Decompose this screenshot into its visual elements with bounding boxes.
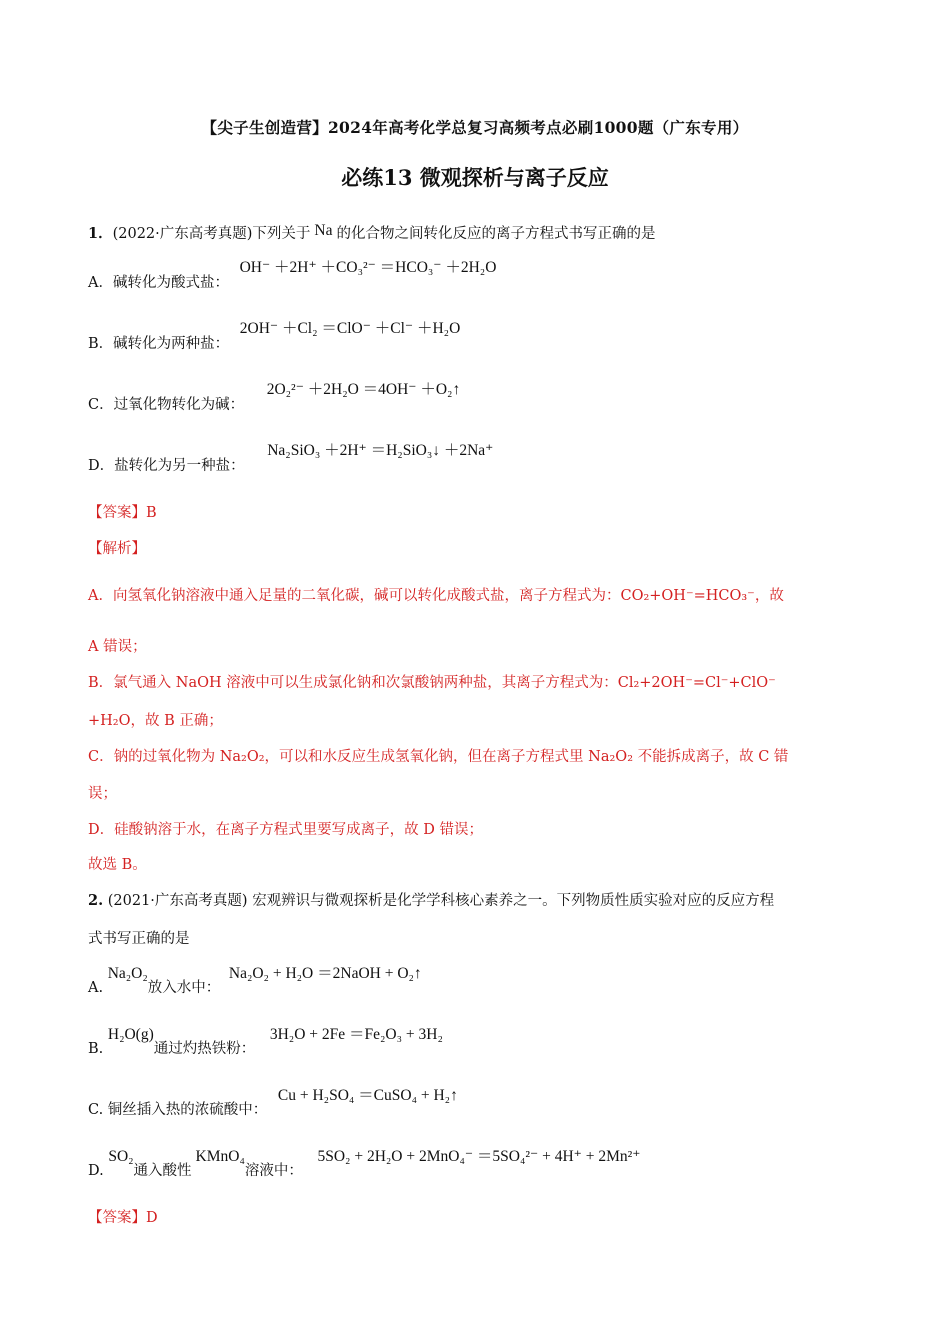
option-label: D．盐转化为另一种盐： (88, 458, 245, 474)
q2-option-b (88, 1026, 443, 1058)
option-equation: Cu + H₂SO₄ ＝CuSO₄ + H₂↑ (277, 1087, 458, 1104)
option-label: A. (88, 980, 104, 996)
option-label: A．碱转化为酸式盐： (88, 275, 229, 291)
option-label-2: 放入水中： (147, 980, 221, 996)
option-equation: 3H₂O + 2Fe ＝Fe₂O₃ + 3H₂ (269, 1026, 443, 1043)
q2-answer: 【答案】D (88, 1210, 158, 1226)
option-equation: Na₂O₂ + H₂O ＝2NaOH + O₂↑ (228, 965, 422, 982)
q1-analysis-line: C．钠的过氧化物为 Na₂O₂，可以和水反应生成氢氧化钠，但在离子方程式里 Na₂O₂ 不能拆成离子，故 C 错 (88, 749, 789, 765)
page-title: 必练13 微观探析与离子反应 (341, 165, 609, 190)
q1-stem-b: 的化合物之间转化反应的离子方程式书写正确的是 (336, 226, 656, 242)
q1-analysis-line: 故选 B。 (88, 857, 147, 873)
q1-analysis-line: +H₂O，故 B 正确； (88, 713, 223, 729)
q2-stem-line1: 宏观辨识与微观探析是化学学科核心素养之一。下列物质性质实验对应的反应方程 (252, 893, 775, 909)
option-equation: 5SO₂ + 2H₂O + 2MnO₄⁻ ＝5SO₄²⁻ + 4H⁺ + 2Mn²⁺ (317, 1148, 641, 1165)
q1-analysis-line: 误； (88, 786, 117, 802)
option-label: D. (88, 1163, 104, 1179)
q1-option-c (88, 381, 461, 414)
option-label-2: 通入酸性 (133, 1163, 192, 1179)
option-reagent: SO₂ (108, 1148, 134, 1165)
option-reagent-2: KMnO₄ (195, 1148, 245, 1165)
option-label: B．碱转化为两种盐： (88, 336, 230, 352)
q1-stem (88, 222, 656, 243)
q1-option-a (88, 259, 497, 292)
q1-analysis-line: A．向氢氧化钠溶液中通入足量的二氧化碳，碱可以转化成酸式盐，离子方程式为：CO₂+OH⁻=HCO₃⁻，故 (88, 588, 784, 604)
option-equation: 2O₂²⁻ ＋2H₂O ＝4OH⁻ ＋O₂↑ (266, 381, 461, 398)
document-header: 【尖子生创造营】2024年高考化学总复习高频考点必刷1000题（广东专用） (201, 118, 749, 137)
option-equation: 2OH⁻ ＋Cl₂ ＝ClO⁻ ＋Cl⁻ ＋H₂O (239, 320, 461, 337)
option-equation: OH⁻ ＋2H⁺ ＋CO₃²⁻ ＝HCO₃⁻ ＋2H₂O (239, 259, 497, 276)
q2-source: (2021·广东高考真题) (107, 893, 248, 909)
q1-analysis-line: B．氯气通入 NaOH 溶液中可以生成氯化钠和次氯酸钠两种盐，其离子方程式为：Cl₂+2OH⁻=Cl⁻+ClO⁻ (88, 675, 776, 691)
option-reagent: H₂O(g) (107, 1026, 154, 1043)
q2-stem-line2: 式书写正确的是 (88, 931, 190, 947)
option-reagent: Na₂O₂ (107, 965, 148, 982)
q1-answer: 【答案】B (88, 505, 157, 521)
option-label: C. 铜丝插入热的浓硫酸中： (88, 1102, 268, 1118)
option-label-3: 溶液中： (244, 1163, 303, 1179)
q1-analysis-label: 【解析】 (88, 541, 146, 557)
q2-option-c (88, 1087, 458, 1119)
q1-number: 1． (88, 225, 113, 242)
q2-option-a (88, 965, 422, 997)
q1-analysis-line: D．硅酸钠溶于水，在离子方程式里要写成离子，故 D 错误； (88, 822, 483, 838)
q1-stem-na: Na (314, 222, 333, 239)
q1-analysis-line: A 错误； (88, 639, 147, 655)
option-label: B. (88, 1041, 104, 1057)
q2-number: 2. (88, 892, 104, 909)
q1-source: (2022·广东高考真题) (112, 226, 253, 242)
option-label-2: 通过灼热铁粉： (153, 1041, 256, 1057)
q2-option-d (88, 1148, 641, 1180)
q1-stem-a: 下列关于 (252, 226, 311, 242)
q1-option-b (88, 320, 461, 353)
option-label: C．过氧化物转化为碱： (88, 397, 245, 413)
option-equation: Na₂SiO₃ ＋2H⁺ ＝H₂SiO₃↓ ＋2Na⁺ (267, 442, 494, 459)
q1-option-d (88, 442, 494, 475)
q2-stem (88, 889, 774, 910)
